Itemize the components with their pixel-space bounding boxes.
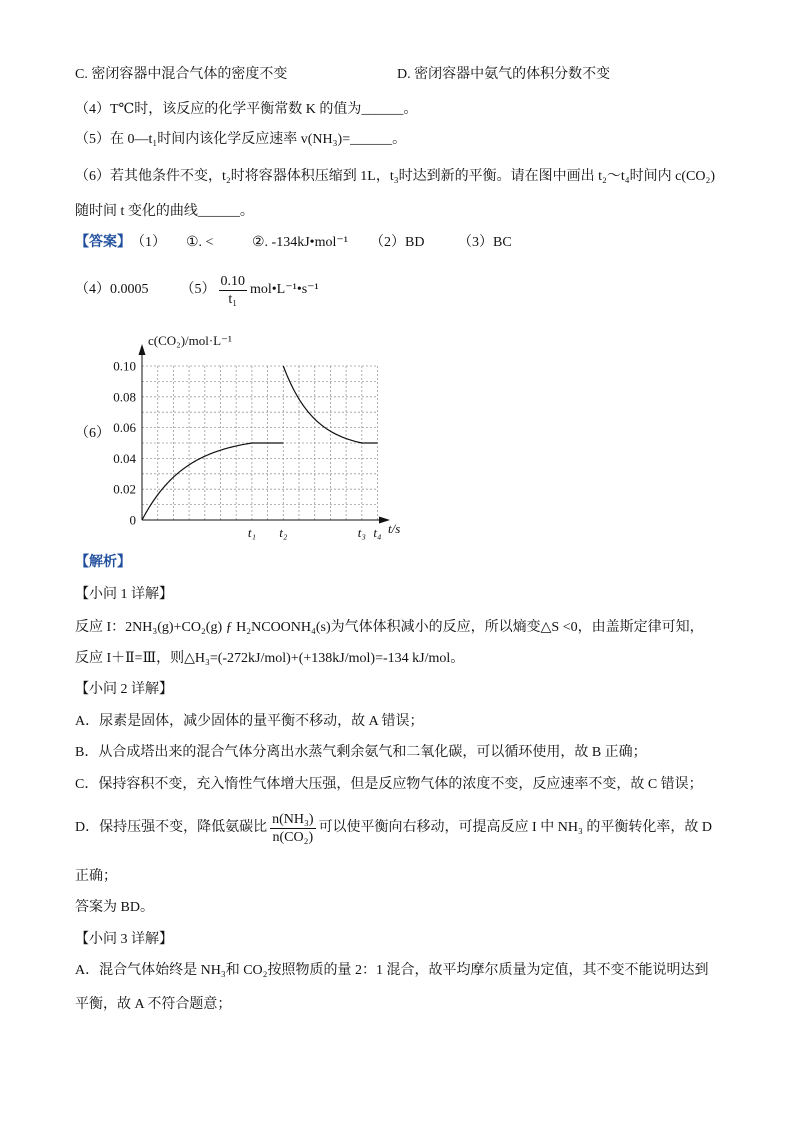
part-2-option-d — [75, 810, 712, 846]
concentration-time-chart — [100, 325, 420, 550]
part-3-title: 【小问 3 详解】 — [75, 932, 173, 947]
chart-x-axis-label: t/s — [388, 521, 401, 536]
part-2-conclusion: 答案为 BD。 — [75, 900, 154, 915]
part-1-line-2: 反应 I＋Ⅱ=Ⅲ，则△H₃=(-272kJ/mol)+(+138kJ/mol)=-134 kJ/mol。 — [75, 651, 465, 666]
option-c: C. 密闭容器中混合气体的密度不变 — [75, 67, 288, 82]
chart-xtick-label: t₁ — [247, 525, 256, 540]
part-1-title: 【小问 1 详解】 — [75, 587, 173, 602]
answer-tag: 【答案】 — [75, 235, 131, 250]
answer-5-fraction — [219, 274, 248, 307]
chart-y-axis-arrow — [139, 344, 146, 355]
answer-1-part-1: ①. < — [186, 235, 214, 250]
answer-2: （2）BD — [370, 235, 425, 250]
analysis-tag: 【解析】 — [75, 555, 131, 570]
chart-xtick-label: t₄ — [373, 525, 382, 540]
chart-ytick-label: 0.10 — [113, 358, 136, 374]
answer-5-denominator: t₁ — [228, 291, 238, 307]
part-3-option-a-line-2: 平衡，故 A 不符合题意； — [75, 997, 232, 1012]
answer-6-label: （6） — [75, 426, 110, 441]
part-2-option-c: C．保持容积不变，充入惰性气体增大压强，但是反应物气体的浓度不变，反应速率不变，故 C 错误； — [75, 777, 703, 792]
answer-5-numerator: 0.10 — [220, 273, 245, 289]
ammonia-carbon-ratio-fraction — [270, 812, 315, 845]
part-1-line-1: 反应 I：2NH₃(g)+CO₂(g) ƒ H₂NCOONH₄(s)为气体体积减小的反应，所以熵变△S <0，由盖斯定律可知， — [75, 620, 704, 635]
chart-ytick-label: 0.06 — [113, 420, 136, 436]
chart-ytick-label: 0.04 — [113, 450, 136, 466]
answer-3: （3）BC — [458, 235, 512, 250]
answer-4: （4）0.0005 — [75, 282, 149, 297]
question-4: （4）T℃时，该反应的化学平衡常数 K 的值为______。 — [75, 102, 418, 117]
part-2-title: 【小问 2 详解】 — [75, 682, 173, 697]
ratio-numerator: n(NH₃) — [272, 811, 314, 827]
part-2-option-d-continuation: 正确； — [75, 869, 117, 884]
answer-row — [75, 233, 595, 253]
answer-1-label: （1） — [131, 235, 166, 250]
ratio-denominator: n(CO₂) — [272, 829, 314, 845]
chart-xtick-label: t₃ — [357, 525, 366, 540]
chart-y-axis-label: c(CO₂)/mol·L⁻¹ — [148, 333, 232, 348]
answer-row-4-5 — [75, 272, 319, 308]
question-5: （5）在 0—t₁时间内该化学反应速率 v(NH₃)=______。 — [75, 132, 407, 147]
answer-5-unit: mol•L⁻¹•s⁻¹ — [250, 282, 319, 297]
answer-1-part-2: ②. -134kJ•mol⁻¹ — [252, 235, 348, 250]
option-d: D. 密闭容器中氨气的体积分数不变 — [397, 67, 611, 82]
chart-series-line — [283, 366, 377, 443]
question-6-line-1: （6）若其他条件不变，t₂时将容器体积压缩到 1L，t₃时达到新的平衡。请在图中画出 t₂～t₄时间内 c(CO₂) — [75, 169, 715, 184]
chart-ytick-label: 0.08 — [113, 389, 136, 405]
answer-5-label: （5） — [180, 282, 216, 297]
chart-ytick-label: 0 — [129, 512, 136, 528]
question-6-line-2: 随时间 t 变化的曲线______。 — [75, 204, 254, 219]
part-2-option-b: B．从合成塔出来的混合气体分离出水蒸气剩余氨气和二氧化碳，可以循环使用，故 B 正确； — [75, 745, 647, 760]
part-2-option-d-text-after: 可以使平衡向右移动，可提高反应 I 中 NH₃ 的平衡转化率，故 D — [318, 820, 712, 835]
part-2-option-d-text-before: D．保持压强不变，降低氨碳比 — [75, 820, 268, 835]
chart-series-line — [142, 443, 283, 520]
chart-svg — [100, 325, 420, 550]
chart-xtick-label: t₂ — [279, 525, 288, 540]
part-3-option-a-line-1: A．混合气体始终是 NH₃和 CO₂按照物质的量 2：1 混合，故平均摩尔质量为定值，其不变不能说明达到 — [75, 963, 709, 978]
chart-ytick-label: 0.02 — [113, 481, 136, 497]
part-2-option-a: A．尿素是固体，减少固体的量平衡不移动，故 A 错误； — [75, 714, 424, 729]
